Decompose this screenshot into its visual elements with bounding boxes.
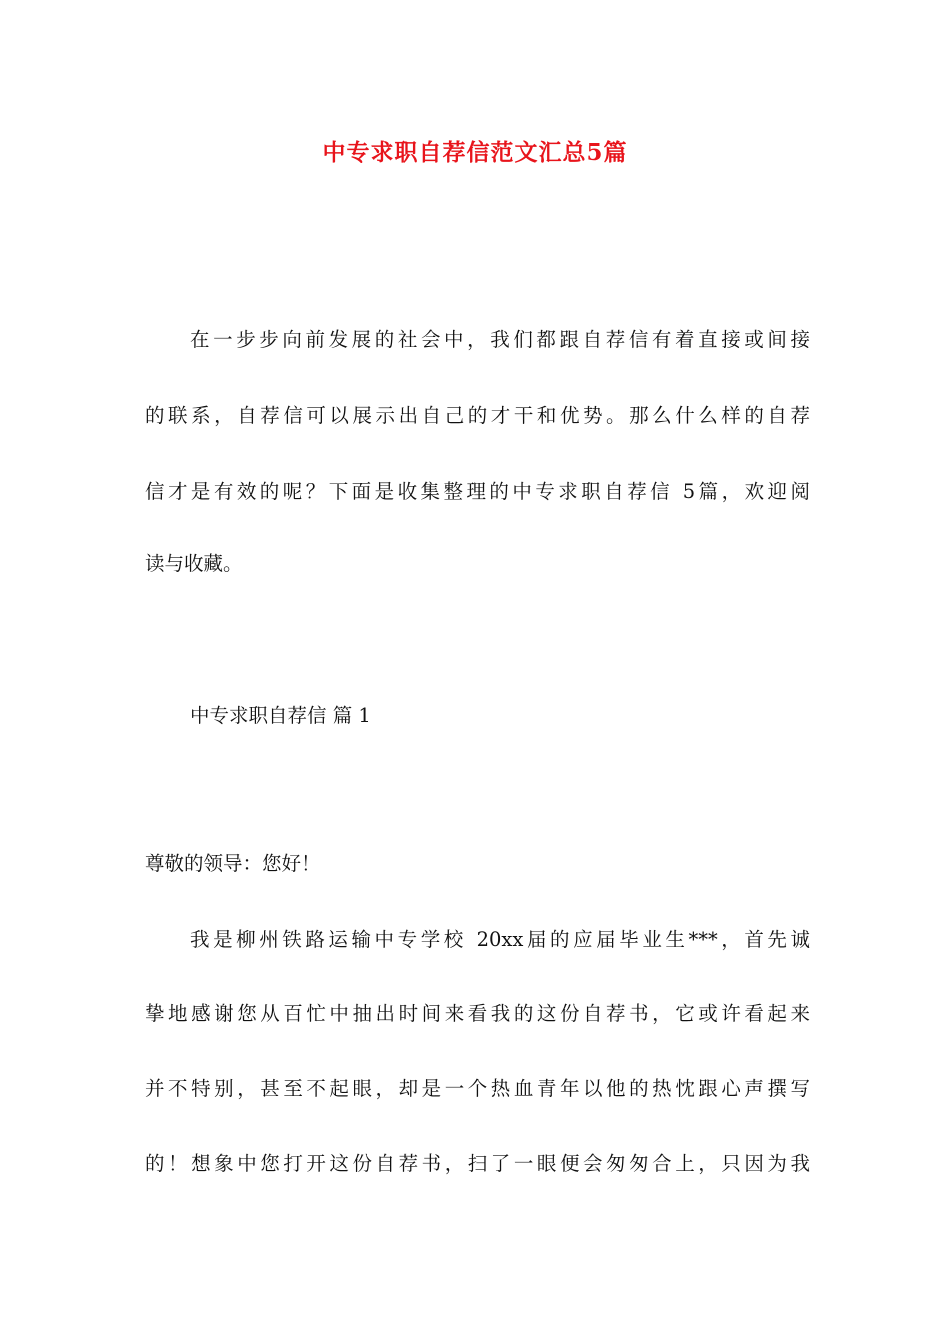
document-title: 中专求职自荐信范文汇总5篇 <box>322 139 628 166</box>
intro-line-1: 在一步步向前发展的社会中，我们都跟自荐信有着直接或间接 <box>190 328 810 351</box>
letter-line-3: 并不特别，甚至不起眼，却是一个热血青年以他的热忱跟心声撰写 <box>145 1077 810 1100</box>
letter-line-1: 我是柳州铁路运输中专学校 20xx届的应届毕业生***，首先诚 <box>190 928 810 951</box>
letter-line-4: 的！想象中您打开这份自荐书，扫了一眼便会匆匆合上，只因为我 <box>145 1152 810 1175</box>
intro-line-3: 信才是有效的呢？下面是收集整理的中专求职自荐信 5篇，欢迎阅 <box>145 480 810 503</box>
salutation: 尊敬的领导：您好！ <box>145 852 321 875</box>
letter-line-2: 挚地感谢您从百忙中抽出时间来看我的这份自荐书，它或许看起来 <box>145 1002 810 1025</box>
section-heading: 中专求职自荐信 篇 1 <box>190 704 371 727</box>
intro-line-4: 读与收藏。 <box>145 552 243 575</box>
intro-line-2: 的联系，自荐信可以展示出自己的才干和优势。那么什么样的自荐 <box>145 404 810 427</box>
